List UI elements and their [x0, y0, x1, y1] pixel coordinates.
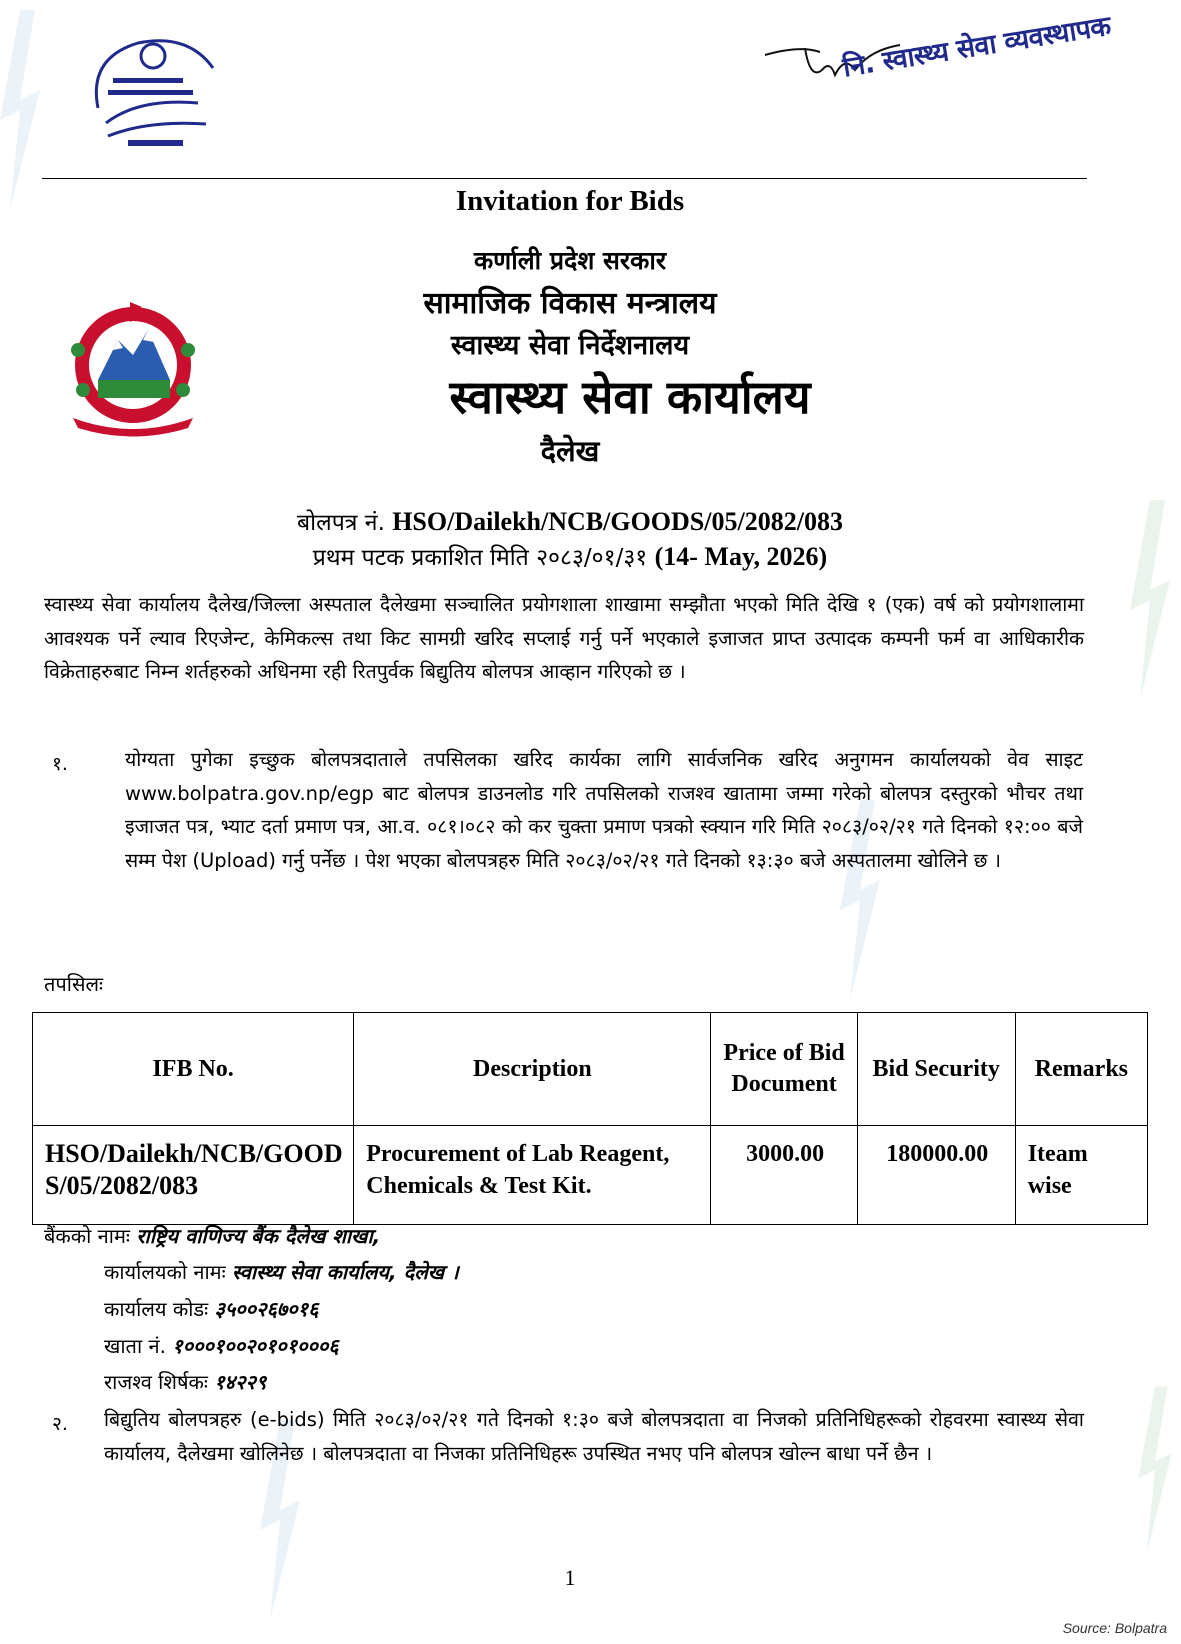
- table-header-row: [33, 1013, 1148, 1126]
- bid-number: HSO/Dailekh/NCB/GOODS/05/2082/083: [392, 507, 843, 536]
- bid-number-label: बोलपत्र नं.: [297, 510, 385, 536]
- revenue-head-label: राजश्व शिर्षकः: [104, 1370, 208, 1394]
- bank-name-label: बैंकको नामः: [44, 1224, 130, 1248]
- column-header: Description: [354, 1013, 711, 1126]
- account-number-line: [104, 1332, 339, 1359]
- revenue-head-line: [104, 1368, 266, 1395]
- item-text: योग्यता पुगेका इच्छुक बोलपत्रदाताले तपसिलका खरिद कार्यका लागि सार्वजनिक खरिद अनुगमन कार्यालयको वेव साइट www.bolpatra.gov.np/egp बाट बोलपत्र डाउनलोड गरि तपसिलको राजश्व खातामा जम्मा गरेको बोलपत्र दस्तुरको भौचर तथा इजाजत पत्र, भ्याट दर्ता प्रमाण पत्र, आ.व. ०८१।०८२ को कर चुक्ता प्रमाण पत्रको स्क्यान गरि मिति २०८३/०२/२१ गते दिनको १२:०० बजे सम्म पेश (Upload) गर्नु पर्नेछ । पेश भएका बोलपत्रहरु मिति २०८३/०२/२१ गते दिनको १३:३० बजे अस्पतालमा खोलिने छ ।: [125, 748, 1083, 872]
- bank-name-value: राष्ट्रिय वाणिज्य बैंक दैलेख शाखा,: [136, 1224, 381, 1248]
- column-header: Price of Bid Document: [711, 1013, 857, 1126]
- publish-date-line: [0, 540, 1140, 572]
- directorate-name: स्वास्थ्य सेवा निर्देशनालय: [450, 330, 690, 361]
- district-name: दैलेख: [540, 434, 600, 468]
- item-number: २.: [52, 1413, 68, 1435]
- account-number-value: १०००१००२०१०१०००६: [172, 1334, 339, 1358]
- revenue-head-value: १४२२९: [214, 1370, 267, 1394]
- remarks-cell: Iteam wise: [1015, 1126, 1147, 1225]
- item-number: १.: [52, 753, 68, 775]
- watermark-bolt: [1130, 1380, 1180, 1560]
- details-label: तपसिलः: [44, 972, 104, 996]
- signatory-title: नि. स्वास्थ्य सेवा व्यवस्थापक: [840, 10, 1113, 84]
- bid-security-cell: 180000.00: [857, 1126, 1015, 1225]
- ministry-name: सामाजिक विकास मन्त्रालय: [423, 286, 717, 321]
- description-cell: Procurement of Lab Reagent, Chemicals & Test Kit.: [354, 1126, 711, 1225]
- office-seal-stamp: [78, 28, 228, 153]
- publish-date-english: (14- May, 2026): [654, 542, 828, 571]
- bank-name-line: [44, 1222, 380, 1249]
- watermark-bolt: [0, 10, 50, 210]
- item-text: बिद्युतिय बोलपत्रहरु (e-bids) मिति २०८३/०२/२१ गते दिनको १:३० बजे बोलपत्रदाता वा निजको प्रतिनिधिहरूको रोहवरमा स्वास्थ्य सेवा कार्यालय, दैलेखमा खोलिनेछ । बोलपत्रदाता वा निजका प्रतिनिधिहरू उपस्थित नभए पनि बोलपत्र खोल्न बाधा पर्ने छैन ।: [104, 1408, 1084, 1465]
- office-code-value: ३५००२६७०१६: [214, 1297, 319, 1321]
- publish-date-nepali: २०८३/०१/३१: [536, 545, 648, 571]
- office-name-label: कार्यालयको नामः: [104, 1260, 226, 1284]
- page-title: Invitation for Bids: [455, 185, 685, 217]
- intro-paragraph: स्वास्थ्य सेवा कार्यालय दैलेख/जिल्ला अस्पताल दैलेखमा सञ्चालित प्रयोगशाला शाखामा सम्झौता भएको मिति देखि १ (एक) वर्ष को प्रयोगशालामा आवश्यक पर्ने ल्याव रिएजेन्ट, केमिकल्स तथा किट सामग्री खरिद सप्लाई गर्नु पर्ने भएकाले इजाजत प्राप्त उत्पादक कम्पनी फर्म वा आधिकारीक विक्रेताहरुबाट निम्न शर्तहरुको अधिनमा रही रितपुर्वक बिद्युतिय बोलपत्र आव्हान गरिएको छ ।: [44, 593, 1084, 683]
- bid-document-price-cell: 3000.00: [711, 1126, 857, 1225]
- account-number-label: खाता नं.: [104, 1334, 166, 1358]
- page-number: 1: [564, 1565, 576, 1590]
- table-row: [33, 1126, 1148, 1225]
- column-header: Bid Security: [857, 1013, 1015, 1126]
- bid-table: [32, 1012, 1148, 1225]
- office-name-value: स्वास्थ्य सेवा कार्यालय, दैलेख ।: [232, 1260, 459, 1284]
- bid-number-line: [0, 505, 1140, 537]
- office-name-line: [104, 1258, 459, 1285]
- government-name: कर्णाली प्रदेश सरकार: [473, 246, 667, 275]
- column-header: IFB No.: [33, 1013, 354, 1126]
- office-code-label: कार्यालय कोडः: [104, 1297, 209, 1321]
- office-code-line: [104, 1295, 318, 1322]
- column-header: Remarks: [1015, 1013, 1147, 1126]
- nepal-emblem: [58, 300, 208, 440]
- publish-date-label: प्रथम पटक प्रकाशित मिति: [312, 545, 529, 571]
- source-credit: Source: Bolpatra: [1062, 1620, 1167, 1636]
- ifb-number-cell: HSO/Dailekh/NCB/GOODS/05/2082/083: [33, 1126, 354, 1225]
- header-rule: [42, 178, 1087, 179]
- office-name: स्वास्थ्य सेवा कार्यालय: [449, 370, 811, 424]
